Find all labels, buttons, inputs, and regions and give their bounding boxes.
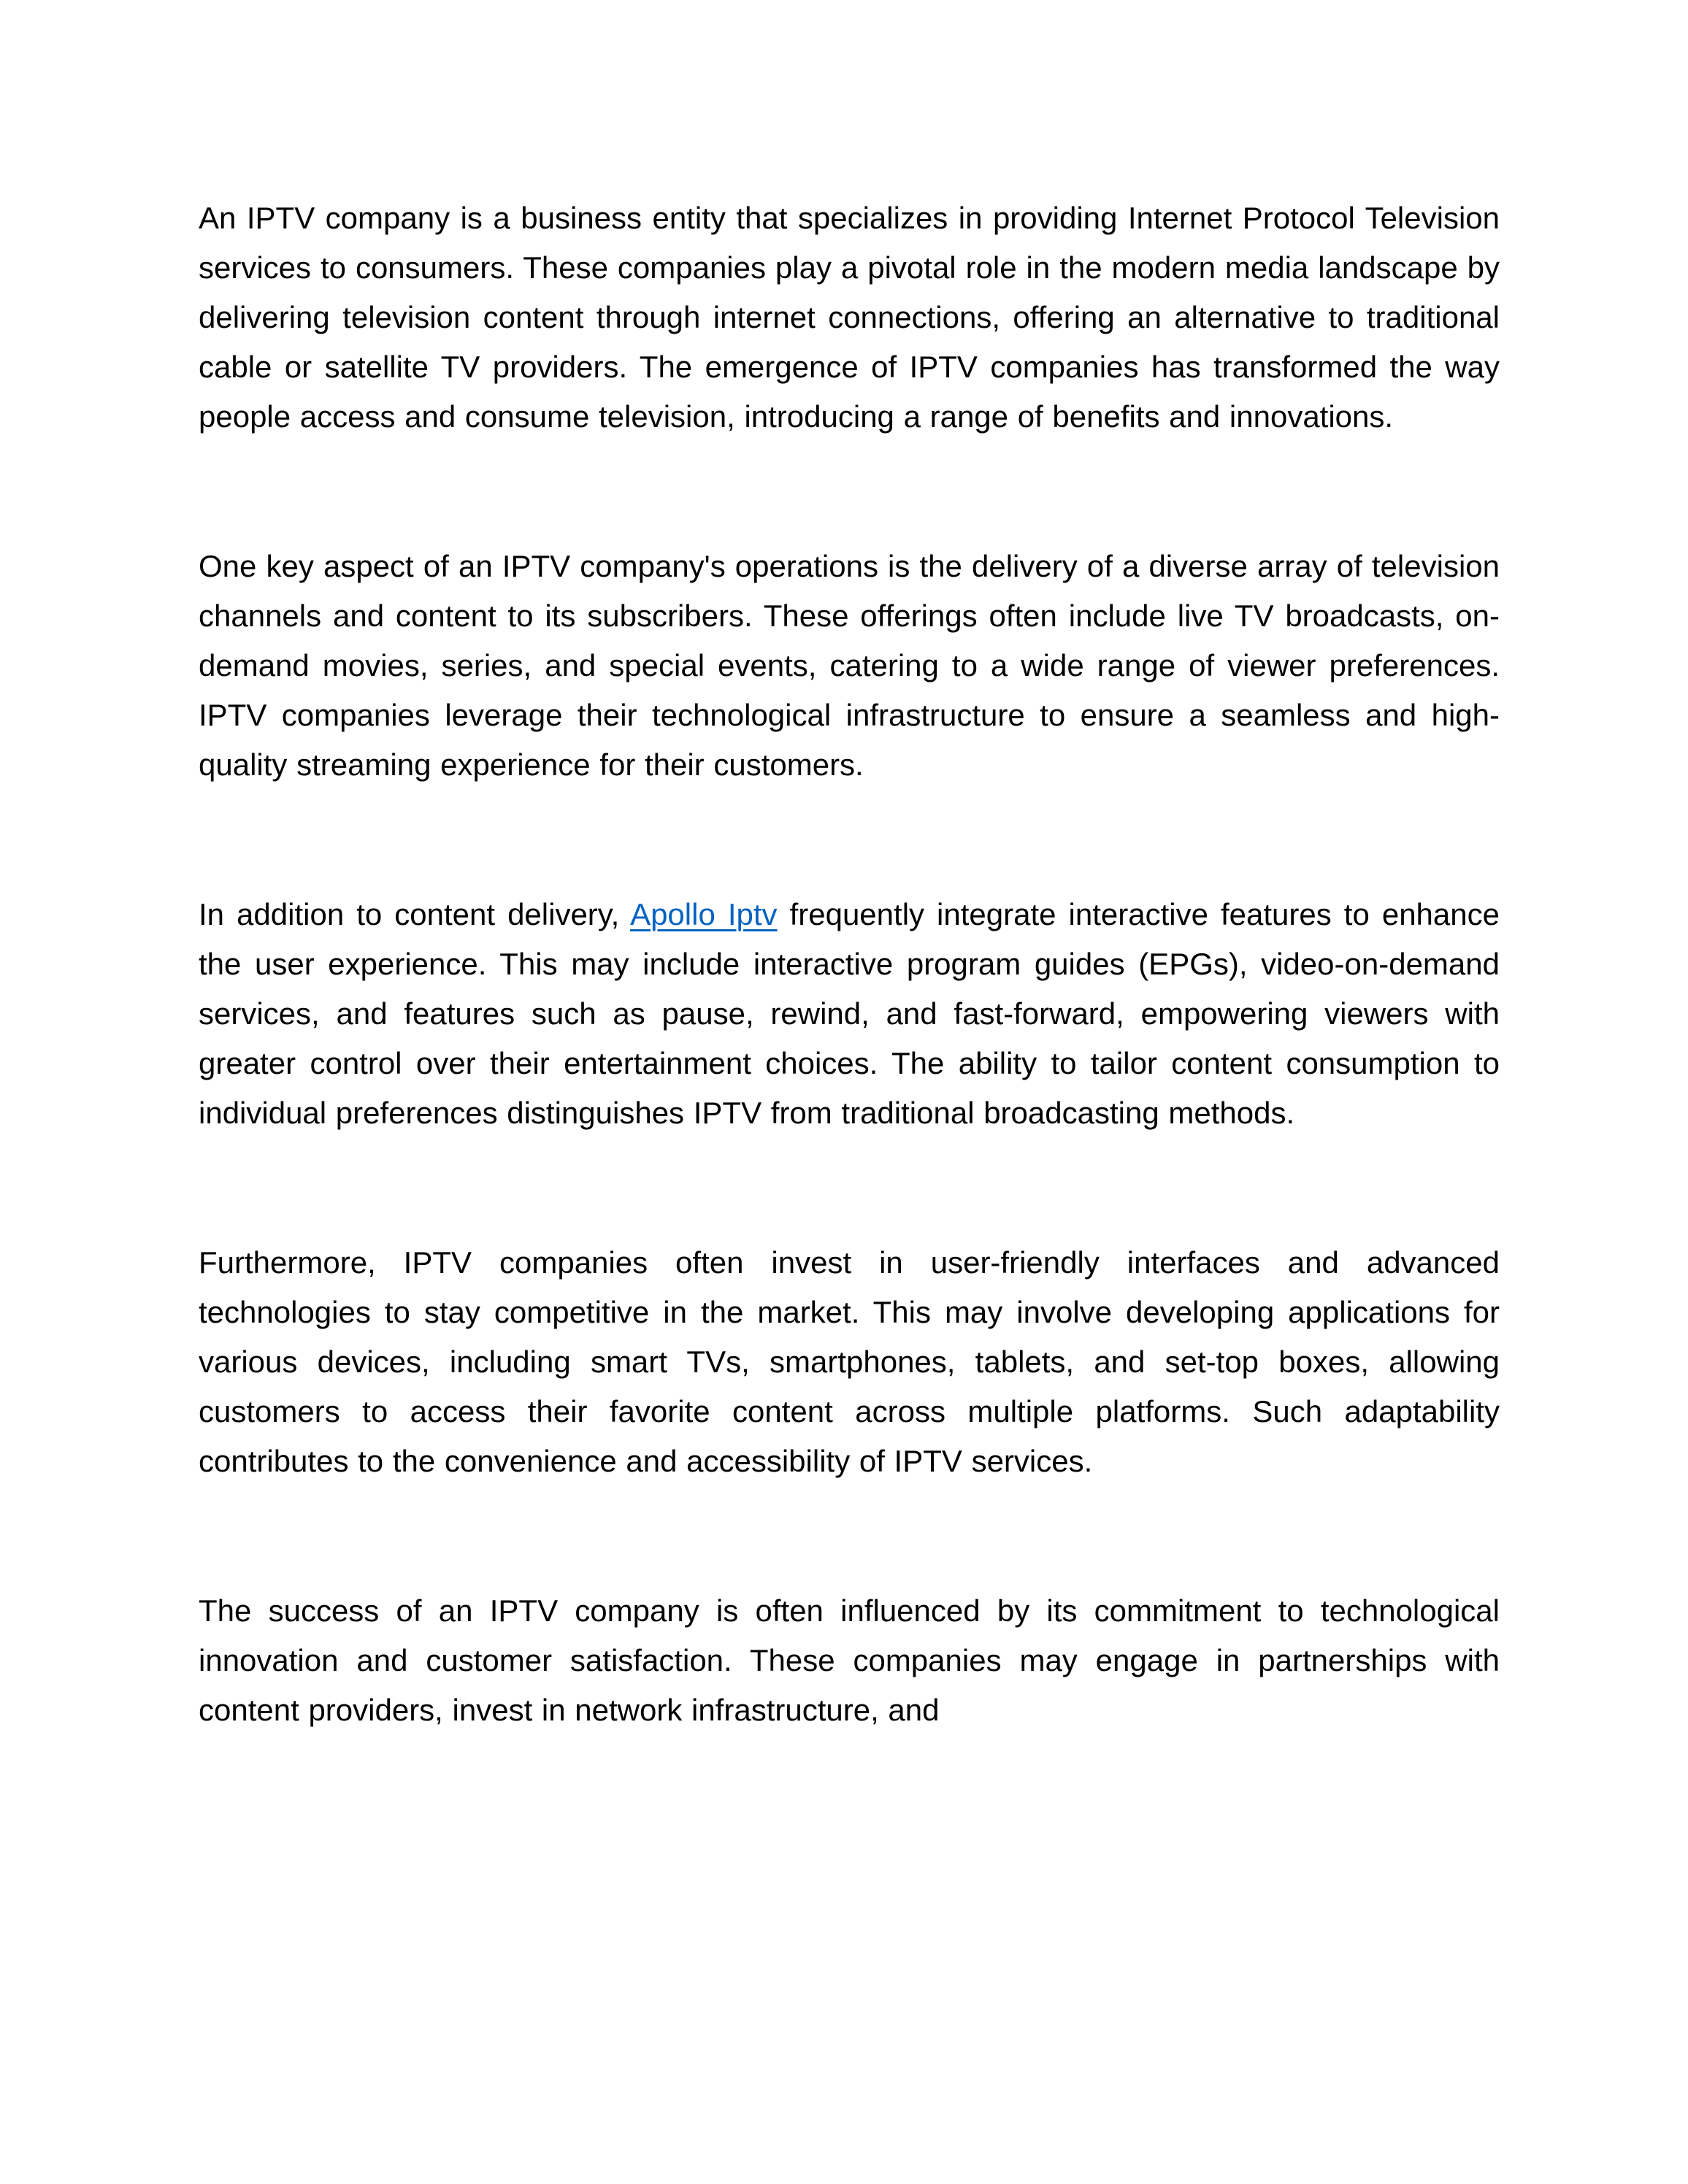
hyperlink-apollo-iptv[interactable]: Apollo Iptv (630, 897, 778, 931)
paragraph (199, 1238, 1500, 1486)
paragraph (199, 890, 1500, 1138)
paragraph-text: One key aspect of an IPTV company's operations is the delivery of a diverse array of television channels and content to its subscribers. These offerings often include live TV broadcasts, on-demand movies, series, and special events, catering to a wide range of viewer preferences. IPTV companies leverage their technological infrastructure to ensure a seamless and high-quality streaming experience for their customers. (199, 549, 1500, 782)
paragraph (199, 1586, 1500, 1735)
paragraph-text: In addition to content delivery, (199, 897, 631, 931)
paragraph-text: The success of an IPTV company is often influenced by its commitment to technological innovation and customer satisfaction. These companies may engage in partnerships with content providers, invest in network infrastructure, and (199, 1593, 1500, 1727)
paragraph-text: An IPTV company is a business entity that specializes in providing Internet Protocol Television services to consumers. These companies play a pivotal role in the modern media landscape by delivering television content through internet connections, offering an alternative to traditional cable or satellite TV providers. The emergence of IPTV companies has transformed the way people access and consume television, introducing a range of benefits and innovations. (199, 201, 1500, 434)
paragraph-text: frequently integrate interactive features to enhance the user experience. This may include interactive program guides (EPGs), video-on-demand services, and features such as pause, rewind, and fast-forward, empowering viewers with greater control over their entertainment choices. The ability to tailor content consumption to individual preferences distinguishes IPTV from traditional broadcasting methods. (199, 897, 1500, 1130)
paragraph (199, 193, 1500, 442)
paragraph-text: Furthermore, IPTV companies often invest in user-friendly interfaces and advanced technologies to stay competitive in the market. This may involve developing applications for various devices, including smart TVs, smartphones, tablets, and set-top boxes, allowing customers to access their favorite content across multiple platforms. Such adaptability contributes to the convenience and accessibility of IPTV services. (199, 1245, 1500, 1478)
paragraph (199, 542, 1500, 790)
